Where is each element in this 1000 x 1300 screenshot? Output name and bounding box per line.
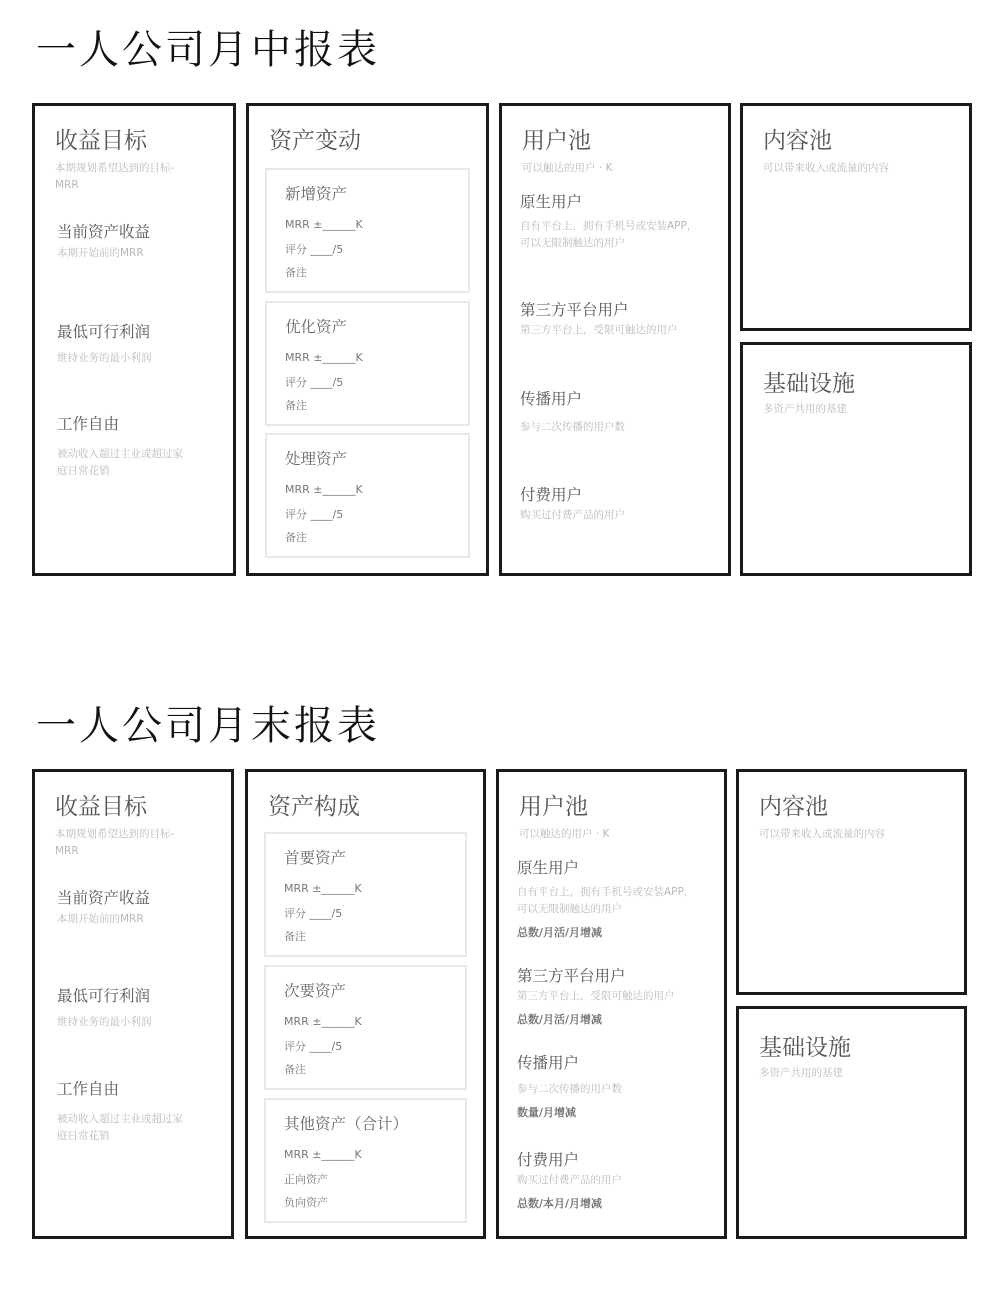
- score-field[interactable]: 评分 ____/5: [285, 376, 344, 389]
- user-native: 原生用户 自有平台上，拥有手机号或安装APP，可以无限制触达的用户 总数/月活/月增减: [517, 856, 714, 940]
- asset-card-other-total: 其他资产（合计） MRR ±______K 正向资产 负向资产: [264, 1098, 467, 1223]
- goal-work-freedom: 工作自由 被动收入超过主业或超过家庭日常花销: [57, 415, 183, 477]
- panel-title: 收益目标: [55, 128, 147, 154]
- end-user-pool-panel: [496, 769, 727, 1239]
- mid-report-title: 一人公司月中报表: [36, 27, 380, 73]
- asset-card-optimize: 优化资产 MRR ±______K 评分 ____/5 备注: [265, 301, 470, 426]
- panel-title: 内容池: [759, 794, 828, 820]
- asset-card-new: 新增资产 MRR ±______K 评分 ____/5 备注: [265, 168, 470, 293]
- user-spread: 传播用户 参与二次传播的用户数: [520, 390, 625, 433]
- score-field[interactable]: 评分 ____/5: [284, 907, 343, 920]
- score-field[interactable]: 评分 ____/5: [285, 243, 344, 256]
- panel-desc: 本期规划希望达到的目标-MRR: [55, 828, 175, 857]
- panel-title: 收益目标: [55, 794, 147, 820]
- panel-desc: 多资产共用的基建: [759, 1067, 843, 1079]
- mid-infrastructure-panel: [740, 342, 972, 576]
- panel-title: 用户池: [522, 128, 591, 154]
- goal-work-freedom: 工作自由 被动收入超过主业或超过家庭日常花销: [57, 1080, 183, 1142]
- note-field[interactable]: 备注: [284, 930, 306, 943]
- metric-label: 数量/月增减: [517, 1106, 577, 1119]
- negative-assets-field[interactable]: 负向资产: [284, 1196, 328, 1209]
- note-field[interactable]: 备注: [284, 1063, 306, 1076]
- asset-card-primary: 首要资产 MRR ±______K 评分 ____/5 备注: [264, 832, 467, 957]
- end-asset-composition-panel: [245, 769, 486, 1239]
- note-field[interactable]: 备注: [285, 266, 307, 279]
- end-infrastructure-panel: [736, 1006, 967, 1239]
- panel-desc: 本期规划希望达到的目标-MRR: [55, 162, 175, 191]
- mrr-field[interactable]: MRR ±______K: [285, 351, 363, 364]
- goal-current-asset-revenue: 当前资产收益 本期开始前的MRR: [57, 223, 151, 259]
- panel-title: 基础设施: [759, 1035, 851, 1061]
- panel-title: 资产构成: [268, 794, 360, 820]
- panel-desc: 可以触达的用户 · K: [519, 828, 610, 840]
- user-third-party: 第三方平台用户 第三方平台上，受限可触达的用户: [520, 301, 678, 336]
- user-paying: 付费用户 购买过付费产品的用户: [520, 486, 625, 521]
- asset-card-secondary: 次要资产 MRR ±______K 评分 ____/5 备注: [264, 965, 467, 1090]
- metric-label: 总数/本月/月增减: [517, 1197, 603, 1210]
- end-content-pool-panel: [736, 769, 967, 995]
- goal-current-asset-revenue: 当前资产收益 本期开始前的MRR: [57, 889, 151, 925]
- mid-revenue-goals-panel: [32, 103, 236, 576]
- user-paying: 付费用户 购买过付费产品的用户 总数/本月/月增减: [517, 1148, 714, 1211]
- note-field[interactable]: 备注: [285, 399, 307, 412]
- mrr-field[interactable]: MRR ±______K: [285, 483, 363, 496]
- mid-content-pool-panel: [740, 103, 972, 331]
- note-field[interactable]: 备注: [285, 531, 307, 544]
- panel-desc: 可以带来收入或流量的内容: [763, 162, 889, 174]
- panel-desc: 可以触达的用户 · K: [522, 162, 613, 174]
- goal-min-viable-profit: 最低可行利润 维持业务的最小利润: [57, 987, 152, 1028]
- user-third-party: 第三方平台用户 第三方平台上，受限可触达的用户 总数/月活/月增减: [517, 964, 714, 1027]
- mrr-field[interactable]: MRR ±______K: [284, 1148, 362, 1161]
- metric-label: 总数/月活/月增减: [517, 1013, 603, 1026]
- asset-card-dispose: 处理资产 MRR ±______K 评分 ____/5 备注: [265, 433, 470, 558]
- panel-title: 用户池: [519, 794, 588, 820]
- mrr-field[interactable]: MRR ±______K: [285, 218, 363, 231]
- metric-label: 总数/月活/月增减: [517, 926, 603, 939]
- end-report-title: 一人公司月末报表: [36, 703, 380, 749]
- mid-user-pool-panel: [499, 103, 731, 576]
- score-field[interactable]: 评分 ____/5: [284, 1040, 343, 1053]
- panel-desc: 多资产共用的基建: [763, 403, 847, 415]
- score-field[interactable]: 评分 ____/5: [285, 508, 344, 521]
- end-revenue-goals-panel: [32, 769, 234, 1239]
- mrr-field[interactable]: MRR ±______K: [284, 882, 362, 895]
- mid-asset-changes-panel: [246, 103, 489, 576]
- positive-assets-field[interactable]: 正向资产: [284, 1173, 328, 1186]
- user-native: 原生用户 自有平台上，拥有手机号或安装APP，可以无限制触达的用户: [520, 193, 698, 249]
- mrr-field[interactable]: MRR ±______K: [284, 1015, 362, 1028]
- panel-title: 内容池: [763, 128, 832, 154]
- goal-min-viable-profit: 最低可行利润 维持业务的最小利润: [57, 323, 152, 364]
- panel-title: 基础设施: [763, 371, 855, 397]
- panel-desc: 可以带来收入或流量的内容: [759, 828, 885, 840]
- panel-title: 资产变动: [269, 128, 361, 154]
- user-spread: 传播用户 参与二次传播的用户数 数量/月增减: [517, 1051, 714, 1120]
